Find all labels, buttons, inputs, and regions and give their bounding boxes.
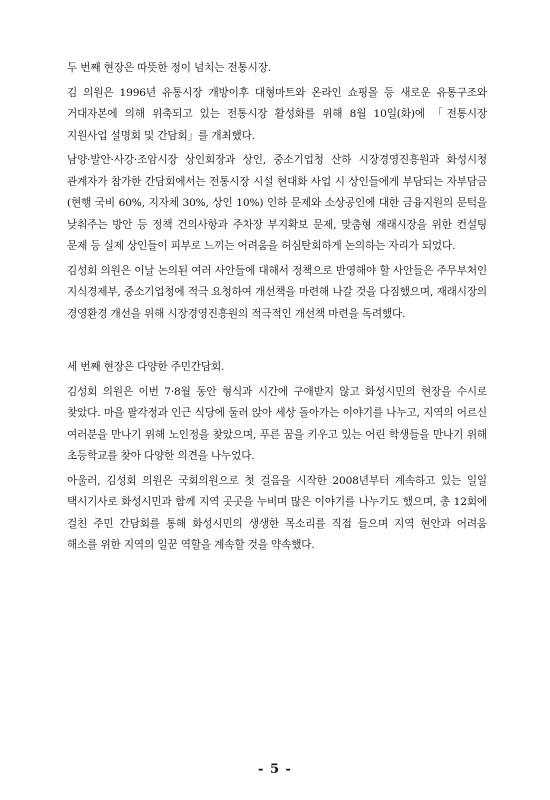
document-body [67, 58, 487, 557]
page-number: - 5 - [258, 762, 292, 777]
section-heading-resident-meetings: 세 번째 현장은 다양한 주민간담회. [67, 361, 225, 373]
paragraph-taxi-driver: 아울러, 김성회 의원은 국회의원으로 첫 걸음을 시작한 2008년부터 계속하고 있는 일일 택시기사로 화성시민과 함께 지역 곳곳을 누비며 많은 이야기를 나누기도 했으며, 총 12회에 걸친 주민 간담회를 통해 화성시민의 생생한 목소리를 직접 들으며 지역 현안과 어려움 해소를 위한 지역의 일꾼 역할을 계속할 것을 약속했다. [67, 474, 487, 551]
paragraph-market-discussion: 남양·발안·사강·조암시장 상인회장과 상인, 중소기업청 산하 시장경영진흥원과 화성시청 관계자가 참가한 간담회에서는 전통시장 시설 현대화 사업 시 상인들에게 부담되는 자부담금(현행 국비 60%, 지자체 30%, 상인 10%) 인하 문제와 소상공인에 대한 금융지원의 문턱을 낮춰주는 방안 등 정책 건의사항과 주차장 부지확보 문제, 맞춤형 재래시장을 위한 컨설팅 문제 등 실제 상인들이 피부로 느끼는 어려움을 허심탄회하게 논의하는 자리가 되었다. [67, 154, 487, 252]
paragraph-market-briefing: 김 의원은 1996년 유통시장 개방이후 대형마트와 온라인 쇼핑몰 등 새로운 유통구조와 거대자본에 의해 위축되고 있는 전통시장 활성화를 위해 8월 10일(화)에 「전통시장 지원사업 설명회 및 간담회」를 개최했다. [67, 86, 487, 142]
section-spacer [67, 325, 487, 357]
section-heading-traditional-market: 두 번째 현장은 따뜻한 정이 넘치는 전통시장. [67, 62, 272, 74]
paragraph-resident-visits: 김성회 의원은 이번 7·8월 동안 형식과 시간에 구애받지 않고 화성시민의 현장을 수시로 찾았다. 마을 팔각정과 인근 식당에 둘러 앉아 세상 돌아가는 이야기를 나누고, 지역의 어르신 여러분을 만나기 위해 노인정을 찾았으며, 푸른 꿈을 키우고 있는 어린 학생들을 만나기 위해 초등학교를 찾아 다양한 의견을 나누었다. [67, 385, 487, 462]
paragraph-market-policy: 김성회 의원은 이날 논의된 여러 사안들에 대해서 정책으로 반영해야 할 사안들은 주무부처인 지식경제부, 중소기업청에 적극 요청하여 개선책을 마련해 나갈 것을 다짐했으며, 재래시장의 경영환경 개선을 위해 시장경영진흥원의 적극적인 개선책 마련을 독려했다. [67, 264, 487, 320]
